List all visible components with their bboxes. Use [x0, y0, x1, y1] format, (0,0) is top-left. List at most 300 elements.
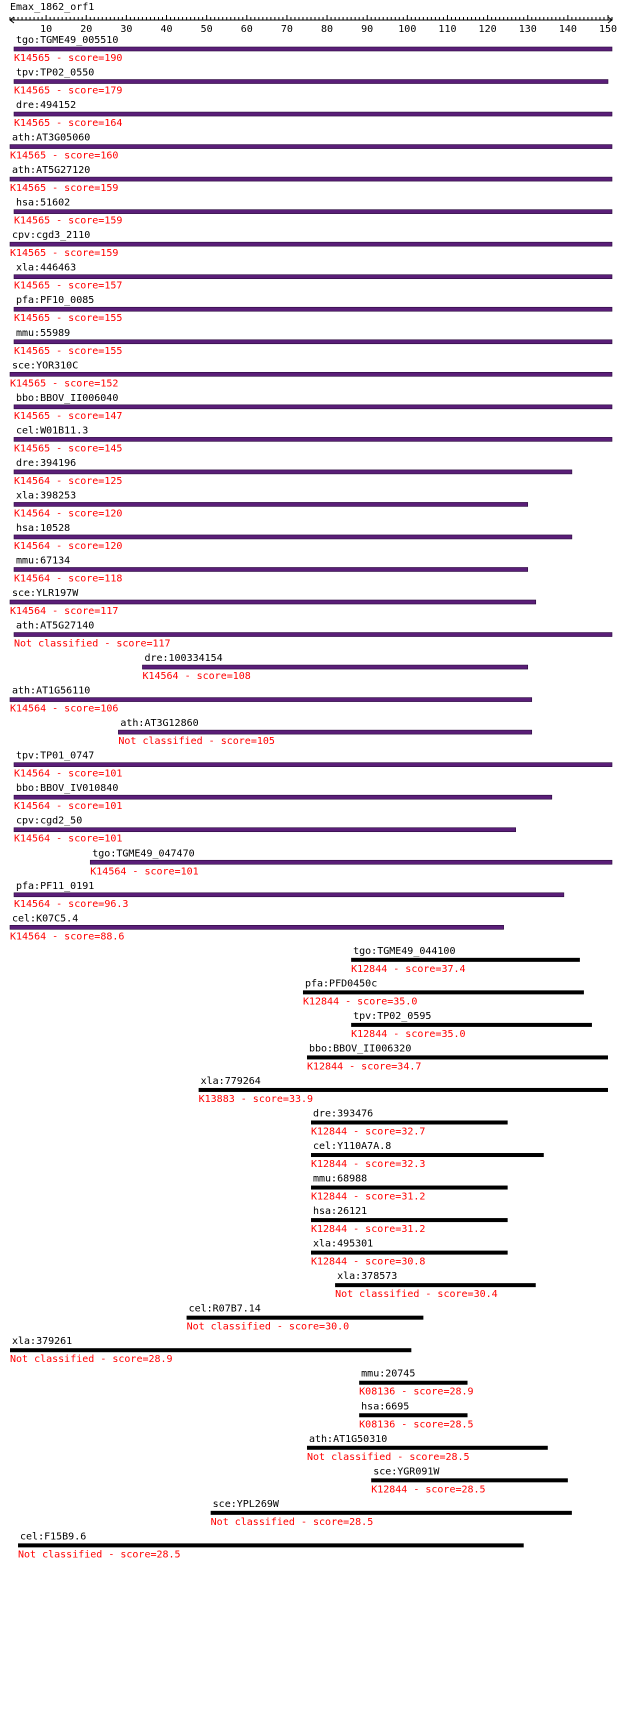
hit-score-label — [142, 671, 250, 682]
ruler-tick-label: 60 — [240, 24, 253, 35]
hit-ko-label[interactable]: K14564 — [14, 540, 51, 552]
hit-ko-label[interactable]: Not classified — [118, 736, 203, 748]
hit-gene-label[interactable]: ath:AT5G27120 — [12, 165, 91, 177]
hit-ko-label[interactable]: K14565 — [10, 183, 47, 195]
ruler-tick-label: 100 — [398, 24, 417, 35]
hit-score-label — [359, 1387, 473, 1398]
score-separator: - score= — [202, 736, 257, 748]
hit-gene-label[interactable]: cel:K07C5.4 — [12, 913, 79, 925]
hit-score-value: 155 — [104, 313, 123, 325]
hit-gene-label[interactable]: bbo:BBOV_II006040 — [16, 392, 119, 404]
score-separator: - score= — [46, 150, 101, 162]
hit-gene-label[interactable]: hsa:26121 — [313, 1206, 368, 1218]
hit-score-value: 190 — [104, 53, 123, 64]
hit-row[interactable] — [14, 523, 572, 552]
hit-score-label — [10, 1354, 173, 1365]
hit-alignment-bar — [14, 893, 564, 897]
score-separator: - score= — [391, 1451, 446, 1463]
hit-score-label — [10, 606, 118, 617]
hit-ko-label[interactable]: K12844 — [306, 1061, 344, 1073]
ruler-tick-label: 70 — [280, 24, 293, 35]
hit-gene-label[interactable]: sce:YGR091W — [373, 1466, 440, 1478]
hit-row[interactable] — [142, 653, 527, 682]
hit-score-label — [335, 1289, 498, 1300]
hit-row[interactable] — [14, 555, 528, 584]
hit-row[interactable] — [18, 1531, 524, 1560]
hit-alignment-bar — [14, 80, 608, 84]
hit-ko-label[interactable]: K14565 — [14, 313, 51, 325]
hit-gene-label[interactable]: sce:YOR310C — [12, 360, 79, 372]
hit-gene-label[interactable]: tgo:TGME49_047470 — [92, 848, 195, 860]
hit-ko-label[interactable]: K12844 — [311, 1191, 348, 1203]
hit-score-label — [10, 931, 124, 942]
hit-score-value: 159 — [100, 183, 119, 195]
hit-score-label — [14, 216, 122, 227]
hit-score-label — [303, 996, 417, 1007]
hit-score-label — [351, 1029, 465, 1040]
hit-gene-label[interactable]: xla:495301 — [313, 1238, 374, 1250]
hit-alignment-bar — [14, 502, 528, 506]
hit-alignment-bar — [10, 242, 612, 246]
hit-row[interactable] — [10, 165, 612, 194]
hit-ko-label[interactable]: K12844 — [311, 1224, 348, 1236]
hit-alignment-bar — [359, 1381, 467, 1385]
hit-row[interactable] — [118, 718, 531, 747]
hit-ko-label[interactable]: K14564 — [14, 573, 51, 585]
query-title: Emax_1862_orf1 — [10, 2, 95, 13]
hit-score-label — [14, 281, 122, 292]
score-separator: - score= — [294, 1516, 350, 1528]
hit-alignment-bar — [311, 1153, 544, 1157]
hit-ko-label[interactable]: K14565 — [14, 443, 51, 455]
score-separator: - score= — [50, 345, 105, 357]
hit-row[interactable] — [359, 1369, 473, 1398]
hit-ko-label[interactable]: K12844 — [371, 1484, 408, 1496]
hit-score-label — [14, 53, 122, 64]
score-separator: - score= — [347, 1191, 402, 1203]
hit-gene-label[interactable]: pfa:PF10_0085 — [16, 295, 95, 307]
hit-gene-label[interactable]: tpv:TP02_0550 — [16, 67, 95, 79]
hit-row[interactable] — [14, 328, 612, 357]
hit-row[interactable] — [311, 1108, 508, 1137]
hit-ko-label[interactable]: K12844 — [351, 963, 388, 975]
score-separator: - score= — [343, 1061, 398, 1073]
hit-score-value: 101 — [104, 833, 123, 845]
hit-row[interactable] — [307, 1043, 608, 1072]
hit-score-value: 108 — [232, 671, 251, 683]
hit-gene-label[interactable]: tpv:TP01_0747 — [16, 750, 95, 762]
hit-row[interactable] — [14, 68, 608, 97]
hit-score-label — [118, 736, 275, 747]
hit-score-value: 101 — [104, 768, 123, 780]
hit-ko-label[interactable]: K14564 — [14, 475, 51, 487]
hit-gene-label[interactable]: ath:AT3G12860 — [120, 718, 199, 730]
hit-row[interactable] — [311, 1206, 508, 1235]
score-separator: - score= — [387, 1028, 442, 1040]
hit-score-label — [10, 248, 118, 259]
hit-alignment-bar — [335, 1283, 536, 1287]
hit-alignment-bar — [14, 763, 612, 767]
hit-gene-label[interactable]: cel:Y110A7A.8 — [313, 1141, 392, 1153]
ruler-tick-label: 150 — [598, 24, 618, 35]
hit-score-label — [14, 346, 122, 357]
hit-row[interactable] — [311, 1141, 544, 1170]
hit-row[interactable] — [303, 978, 584, 1007]
score-separator: - score= — [347, 1159, 402, 1171]
hit-ko-label[interactable]: Not classified — [335, 1289, 420, 1301]
hit-score-value: 33.9 — [288, 1093, 314, 1105]
score-separator: - score= — [50, 53, 105, 64]
hit-ko-label[interactable]: K14564 — [142, 671, 179, 683]
score-separator: - score= — [347, 1224, 402, 1236]
score-separator: - score= — [50, 573, 105, 585]
hit-gene-label[interactable]: dre:394196 — [16, 457, 77, 469]
hit-ko-label[interactable]: K14564 — [10, 606, 47, 618]
hit-score-label — [10, 183, 118, 194]
hit-gene-label[interactable]: mmu:20745 — [361, 1368, 416, 1380]
hit-alignment-bar — [14, 470, 572, 474]
hit-score-label — [311, 1159, 425, 1170]
score-separator: - score= — [395, 1386, 450, 1398]
hit-score-value: 160 — [100, 150, 119, 162]
hit-ko-label[interactable]: K14565 — [14, 280, 51, 292]
score-separator: - score= — [395, 1419, 450, 1431]
hit-score-value: 88.6 — [100, 931, 125, 943]
hit-ko-label[interactable]: K14565 — [10, 150, 47, 162]
hit-score-value: 35.0 — [441, 1028, 466, 1040]
hit-row[interactable] — [371, 1466, 568, 1495]
hit-row[interactable] — [211, 1499, 572, 1528]
hit-gene-label[interactable]: ath:AT1G50310 — [308, 1433, 388, 1445]
hit-ko-label[interactable]: K12844 — [351, 1028, 388, 1040]
hit-score-label — [10, 704, 118, 715]
hit-alignment-bar — [14, 633, 612, 637]
hit-score-label — [90, 866, 198, 877]
hit-alignment-bar — [10, 145, 612, 149]
hit-row[interactable] — [199, 1076, 608, 1105]
hit-score-value: 117 — [100, 606, 119, 618]
hit-score-value: 179 — [104, 85, 123, 97]
hit-gene-label[interactable]: tgo:TGME49_005510 — [16, 35, 119, 46]
hit-score-label — [14, 313, 122, 324]
hit-alignment-bar — [351, 1023, 592, 1027]
hit-score-label — [371, 1484, 485, 1495]
score-separator: - score= — [102, 1549, 157, 1561]
ruler-tick-label: 20 — [80, 24, 93, 35]
hit-score-label — [18, 1549, 181, 1560]
hit-score-value: 152 — [100, 378, 119, 390]
hit-row[interactable] — [14, 35, 612, 64]
hit-ko-label[interactable]: K12844 — [311, 1126, 348, 1138]
hit-row[interactable] — [14, 783, 552, 812]
hit-gene-label[interactable]: xla:378573 — [337, 1271, 398, 1283]
hit-gene-label[interactable]: tpv:TP02_0595 — [353, 1010, 432, 1022]
hit-score-label — [14, 86, 122, 97]
hit-score-label — [307, 1061, 421, 1072]
score-separator: - score= — [387, 963, 442, 975]
hit-score-value: 28.5 — [349, 1516, 374, 1528]
hit-gene-label[interactable]: bbo:BBOV_IV010840 — [16, 783, 119, 795]
ruler-tick-label: 140 — [558, 24, 577, 35]
hit-gene-label[interactable]: mmu:55989 — [16, 327, 71, 339]
hit-alignment-bar — [14, 340, 612, 344]
score-separator: - score= — [50, 540, 105, 552]
hit-row[interactable] — [10, 230, 612, 259]
hit-ko-label[interactable]: Not classified — [10, 1354, 95, 1366]
hit-ko-label[interactable]: K14564 — [14, 768, 51, 780]
hit-row[interactable] — [14, 490, 528, 519]
hit-gene-label[interactable]: sce:YPL269W — [212, 1498, 279, 1510]
ruler-tick-label: 40 — [160, 24, 173, 35]
ruler-tick-label: 80 — [321, 24, 334, 35]
score-separator: - score= — [347, 1126, 402, 1138]
hit-row[interactable] — [14, 816, 516, 845]
hit-ko-label[interactable]: Not classified — [306, 1451, 392, 1463]
hit-score-label — [14, 411, 122, 422]
score-separator: - score= — [50, 475, 105, 487]
score-separator: - score= — [46, 378, 101, 390]
hit-score-value: 155 — [104, 345, 123, 357]
hit-alignment-bar — [351, 958, 580, 962]
hit-score-value: 125 — [104, 475, 123, 487]
hit-score-label — [311, 1126, 425, 1137]
hit-row[interactable] — [14, 263, 612, 292]
hit-ko-label[interactable]: K14565 — [10, 378, 47, 390]
hit-alignment-bar — [14, 437, 612, 441]
hit-gene-label[interactable]: xla:398253 — [16, 490, 77, 502]
score-separator: - score= — [234, 1093, 289, 1105]
hit-gene-label[interactable]: xla:446463 — [16, 262, 77, 274]
hit-alignment-bar — [14, 535, 572, 539]
hit-row[interactable] — [14, 458, 572, 487]
hit-gene-label[interactable]: hsa:10528 — [16, 522, 71, 534]
hit-score-value: 35.0 — [393, 996, 418, 1008]
hit-gene-label[interactable]: dre:494152 — [16, 100, 77, 112]
hit-gene-label[interactable]: cpv:cgd2_50 — [16, 815, 83, 827]
hit-row[interactable] — [187, 1304, 424, 1333]
hit-score-label — [311, 1224, 425, 1235]
hit-gene-label[interactable]: pfa:PF11_0191 — [16, 880, 95, 892]
hit-ko-label[interactable]: K14565 — [14, 53, 51, 64]
hit-alignment-bar — [211, 1511, 572, 1515]
score-separator: - score= — [98, 638, 153, 650]
hit-score-value: 28.5 — [461, 1484, 486, 1496]
hit-ko-label[interactable]: K08136 — [359, 1419, 396, 1431]
hit-alignment-bar — [307, 1446, 548, 1450]
hit-score-label — [14, 443, 122, 454]
hit-gene-label[interactable]: mmu:67134 — [16, 555, 71, 567]
hit-score-value: 157 — [104, 280, 123, 292]
hit-score-label — [311, 1192, 425, 1203]
hit-score-label — [10, 151, 118, 162]
hit-score-value: 120 — [104, 508, 123, 520]
hit-gene-label[interactable]: cel:R07B7.14 — [188, 1303, 261, 1315]
hit-score-value: 106 — [100, 703, 119, 715]
hit-score-value: 96.3 — [104, 898, 129, 910]
hit-alignment-bar — [10, 1348, 411, 1352]
hit-ko-label[interactable]: K14565 — [14, 410, 51, 422]
hit-row[interactable] — [10, 588, 536, 617]
hit-ko-label[interactable]: K14565 — [14, 118, 51, 130]
hit-ko-label[interactable]: Not classified — [14, 638, 99, 650]
score-separator: - score= — [46, 931, 101, 943]
score-separator: - score= — [46, 183, 101, 195]
hit-ko-label[interactable]: K08136 — [359, 1386, 396, 1398]
score-separator: - score= — [46, 606, 101, 618]
hit-alignment-bar — [10, 925, 504, 929]
score-separator: - score= — [347, 1256, 402, 1268]
hit-gene-label[interactable]: dre:393476 — [313, 1108, 374, 1120]
hit-row[interactable] — [311, 1239, 508, 1268]
hit-score-label — [14, 769, 122, 780]
hit-score-value: 31.2 — [401, 1224, 426, 1236]
hit-ko-label[interactable]: K12844 — [302, 996, 340, 1008]
hit-score-value: 28.5 — [449, 1419, 474, 1431]
ruler-tick-label: 10 — [40, 24, 53, 35]
hit-alignment-bar — [14, 210, 612, 214]
hit-ko-label[interactable]: K14565 — [10, 248, 47, 260]
hit-score-value: 30.4 — [473, 1289, 498, 1301]
hit-row[interactable] — [90, 848, 612, 877]
sequence-ruler — [10, 15, 617, 35]
hit-alignment-bar — [18, 1543, 524, 1547]
score-separator: - score= — [50, 443, 105, 455]
hit-gene-label[interactable]: ath:AT1G56110 — [12, 685, 91, 697]
hit-ko-label[interactable]: K14564 — [14, 833, 51, 845]
hit-score-label — [14, 639, 171, 650]
hit-row[interactable] — [14, 198, 612, 227]
hit-row[interactable] — [10, 133, 612, 162]
hit-gene-label[interactable]: cel:F15B9.6 — [20, 1531, 87, 1543]
hit-gene-label[interactable]: cel:W01B11.3 — [16, 425, 89, 437]
hit-ko-label[interactable]: Not classified — [186, 1321, 271, 1333]
ruler-tick-label: 50 — [200, 24, 213, 35]
score-separator: - score= — [126, 866, 181, 878]
hit-gene-label[interactable]: pfa:PFD0450c — [304, 978, 378, 990]
hit-score-label — [14, 541, 122, 552]
hit-alignment-bar — [14, 567, 528, 571]
hit-score-value: 118 — [104, 573, 123, 585]
hit-row[interactable] — [311, 1174, 508, 1203]
hit-row[interactable] — [14, 425, 612, 454]
hit-score-label — [211, 1517, 374, 1528]
hit-ko-label[interactable]: K13883 — [198, 1093, 235, 1105]
hit-gene-label[interactable]: cpv:cgd3_2110 — [12, 230, 91, 242]
hit-ko-label[interactable]: K14564 — [14, 508, 51, 520]
hit-score-label — [187, 1322, 350, 1333]
hit-ko-label[interactable]: K14564 — [14, 801, 51, 813]
hit-row[interactable] — [14, 881, 564, 910]
hit-row[interactable] — [14, 751, 612, 780]
hit-score-label — [199, 1094, 313, 1105]
hit-ko-label[interactable]: K14565 — [14, 345, 51, 357]
hit-score-value: 28.5 — [156, 1549, 181, 1561]
hit-score-label — [311, 1257, 425, 1268]
hit-gene-label[interactable]: ath:AT3G05060 — [12, 132, 91, 144]
hit-ko-label[interactable]: K12844 — [311, 1159, 348, 1171]
hit-row[interactable] — [14, 100, 612, 129]
hit-gene-label[interactable]: xla:779264 — [200, 1075, 261, 1087]
hit-alignment-bar — [14, 275, 612, 279]
hit-alignment-bar — [14, 112, 612, 116]
hit-alignment-bar — [10, 177, 612, 181]
hit-gene-label[interactable]: hsa:6695 — [361, 1401, 410, 1413]
hit-row[interactable] — [10, 360, 612, 389]
hit-alignment-bar — [199, 1088, 608, 1092]
hit-row[interactable] — [351, 1011, 592, 1040]
score-separator: - score= — [50, 410, 105, 422]
hit-gene-label[interactable]: sce:YLR197W — [12, 588, 79, 600]
hit-score-value: 120 — [104, 540, 123, 552]
hit-score-value: 30.0 — [325, 1321, 350, 1333]
hit-list — [10, 35, 612, 1560]
ruler-tick-label: 90 — [361, 24, 374, 35]
hit-row[interactable] — [359, 1401, 473, 1430]
hit-row[interactable] — [14, 295, 612, 324]
ruler-tick-label: 30 — [120, 24, 133, 35]
hit-row[interactable] — [10, 1336, 411, 1365]
ruler-tick-label: 130 — [518, 24, 537, 35]
score-separator: - score= — [50, 313, 105, 325]
hit-alignment-bar — [187, 1316, 424, 1320]
hit-ko-label[interactable]: Not classified — [18, 1549, 103, 1561]
hit-alignment-bar — [359, 1413, 467, 1417]
hit-gene-label[interactable]: ath:AT5G27140 — [16, 620, 95, 632]
hit-row[interactable] — [10, 913, 504, 942]
score-separator: - score= — [46, 703, 101, 715]
hit-ko-label[interactable]: K14564 — [14, 898, 51, 910]
hit-score-label — [14, 476, 122, 487]
hit-gene-label[interactable]: dre:100334154 — [144, 653, 223, 665]
hit-ko-label[interactable]: K14565 — [14, 215, 51, 227]
hit-ko-label[interactable]: Not classified — [210, 1516, 295, 1528]
hit-ko-label[interactable]: K14564 — [90, 866, 127, 878]
hit-score-label — [14, 801, 122, 812]
hit-ko-label[interactable]: K14564 — [10, 703, 47, 715]
hit-score-label — [14, 118, 122, 129]
hit-gene-label[interactable]: xla:379261 — [12, 1336, 73, 1348]
hit-row[interactable] — [10, 686, 532, 715]
hit-gene-label[interactable]: bbo:BBOV_II006320 — [308, 1043, 412, 1055]
hit-score-value: 164 — [104, 118, 123, 130]
hit-score-label — [14, 834, 122, 845]
hit-row[interactable] — [351, 946, 580, 975]
hit-row[interactable] — [335, 1271, 536, 1300]
hit-score-label — [359, 1419, 473, 1430]
hit-alignment-bar — [118, 730, 531, 734]
hit-row[interactable] — [307, 1434, 548, 1463]
hit-alignment-bar — [311, 1251, 508, 1255]
score-separator: - score= — [50, 85, 105, 97]
hit-ko-label[interactable]: K14565 — [14, 85, 51, 97]
hit-gene-label[interactable]: mmu:68988 — [313, 1173, 368, 1185]
hit-row[interactable] — [14, 393, 612, 422]
hit-score-value: 28.9 — [148, 1354, 173, 1366]
score-separator: - score= — [407, 1484, 462, 1496]
hit-ko-label[interactable]: K12844 — [311, 1256, 348, 1268]
hit-alignment-bar — [14, 828, 516, 832]
score-separator: - score= — [339, 996, 394, 1008]
hit-gene-label[interactable]: tgo:TGME49_044100 — [353, 945, 456, 957]
hit-alignment-bar — [10, 698, 532, 702]
hit-row[interactable] — [14, 621, 612, 650]
hit-ko-label[interactable]: K14564 — [10, 931, 47, 943]
hit-score-value: 105 — [256, 736, 275, 748]
hit-score-label — [10, 378, 118, 389]
score-separator: - score= — [46, 248, 101, 260]
hit-gene-label[interactable]: hsa:51602 — [16, 197, 71, 209]
score-separator: - score= — [50, 768, 105, 780]
